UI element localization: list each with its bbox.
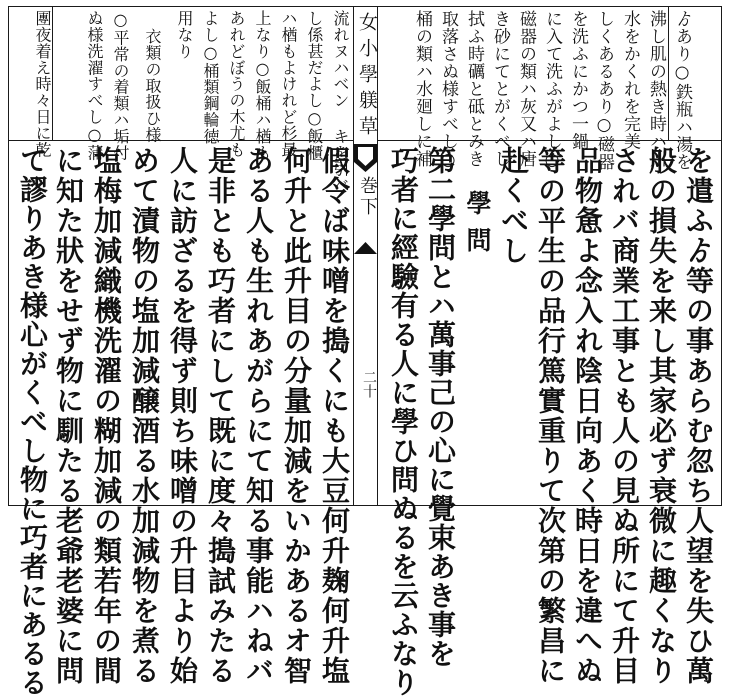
header-right-col: き砂にてとがくべし [490,10,510,168]
header-left-col: 衣類の取扱ひ様 [143,28,162,143]
body-right-col: 赴くべし [497,146,530,266]
body-left-col: 塩梅加減織機洗濯の糊加減の類若年の間 [90,146,123,686]
header-right-col: しくあるあり○磁器 [594,10,614,171]
book-title: 女小學躾草 [356,12,378,142]
header-right-col: 水をかくれを完美 [620,10,640,150]
header-right-col: 桶の類ハ水廻しに補 [412,10,432,168]
header-left-col: 上なり○飯桶ハ楢も [253,10,272,161]
body-left-col: ある人も生れあがらにて知る事能ハねバ [242,146,275,686]
body-left-col: て謬りあき様心がくべし物に巧者にあるる [16,146,49,697]
header-left-col: ハ楢もよけれど杉最 [279,10,298,158]
header-right-col: 取落さぬ様すべし○ [438,10,458,171]
header-left-col: 團夜着え時々日に乾 [33,10,52,158]
header-left-col: よし○桶類鋼輪徳 [201,10,220,145]
body-left-col: 是非とも巧者にして既に度々搗試みたる [204,146,237,686]
body-left-col: 人に訪ざるを得ず則ち味噌の升目より始 [166,146,199,686]
body-right-col: 巧者に經驗有る人に學ひ問ぬるを云ふなり [387,146,420,697]
spine-line-left [353,6,354,506]
header-left-col: ぬ様洗濯すべし○蒲 [85,10,104,161]
header-right-col: 沸し肌の熱き時ハ川 [646,10,666,168]
header-right-inner-divider [668,6,669,140]
body-right-col: 第二學問とハ萬事己の心に覺束あき事を [424,146,457,668]
header-divider-left [8,140,353,141]
page-number: 二十 [361,370,377,398]
header-right-col: 磁器の類ハ灰又ハ唐 [516,10,536,168]
header-right-col: ゟあり○鉄瓶ハ湯を [672,10,692,171]
section-heading: 學問 [463,190,492,264]
body-left-col: に知た狀をせず物に馴たる老爺老婆に問 [52,146,85,686]
body-right-col: を遣ふゟ等の事あらむ忽ち人望を失ひ萬 [682,146,715,686]
body-left-col: 假令ば味噌を搗くにも大豆何升麹何升塩 [318,146,351,686]
volume-label: 巻下 [357,176,378,218]
header-left-col: 用なり [175,10,194,60]
body-right-col: 品物惫よ念入れ陰日向あく時日を違へぬ [571,146,604,686]
header-left-inner-divider [52,6,53,140]
body-left-col: 何升と此升目の分量加減をいかあるオ智 [280,146,313,686]
body-right-col: 般の損失を来し其家必ず衰微に趣くなり [645,146,678,686]
spine-fishtail-top-icon [354,144,377,172]
header-left-col: し係甚だよし○飯櫃 [305,10,324,161]
body-right-col: されバ商業工事とも人の見ぬ所にて升目 [608,146,641,686]
header-right-col: に入て洗ふがよし○ [542,10,562,171]
header-right-col: を洗ふにかつ一鍋 [568,10,588,150]
spine-fishtail-bottom-icon [354,240,377,254]
body-right-col: 等の平生の品行篤實重りて次第の繁昌に [534,146,567,686]
header-right-col: 拭ふ時礪と砥とみき [464,10,484,168]
header-left-col: ○平常の着類ハ垢付 [111,10,130,161]
header-left-col: 流れヌハベン キを引べ [331,10,350,194]
header-left-col: あれどぼうの木尤も [227,10,246,158]
body-left-col: めて漬物の塩加減醸酒る水加減物を煮る [128,146,161,686]
